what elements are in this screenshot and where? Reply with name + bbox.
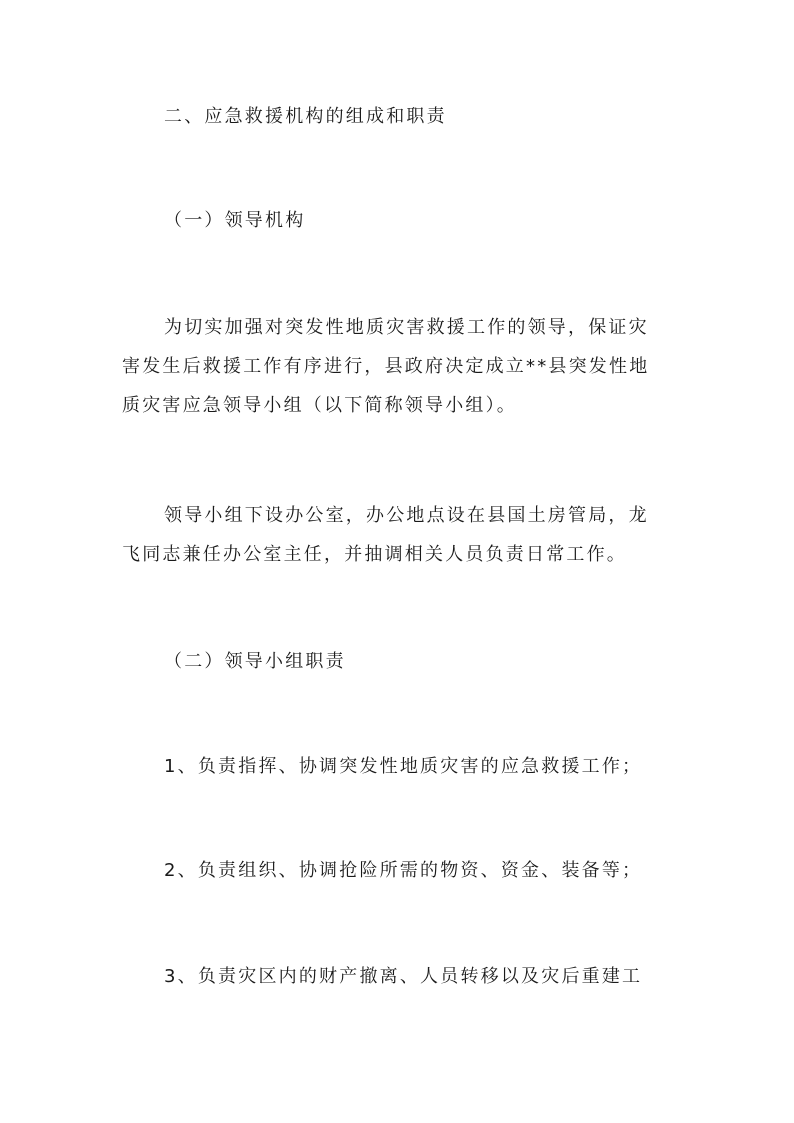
paragraph-1-line-2: 害发生后救援工作有序进行，县政府决定成立**县突发性地: [122, 356, 650, 377]
paragraph-1-line-1: 为切实加强对突发性地质灾害救援工作的领导，保证灾: [164, 317, 649, 338]
paragraph-2-line-2: 飞同志兼任办公室主任，并抽调相关人员负责日常工作。: [122, 544, 627, 565]
duty-item-3: 3、负责灾区内的财产撤离、人员转移以及灾后重建工: [164, 966, 643, 987]
paragraph-1-line-3: 质灾害应急领导小组（以下简称领导小组）。: [122, 395, 517, 416]
duty-item-1: 1、负责指挥、协调突发性地质灾害的应急救援工作；: [164, 756, 643, 777]
subsection-heading-duties: （二）领导小组职责: [164, 651, 346, 672]
section-heading: 二、应急救援机构的组成和职责: [164, 106, 447, 127]
subsection-heading-leadership: （一）领导机构: [164, 210, 306, 231]
paragraph-2-line-1: 领导小组下设办公室，办公地点设在县国土房管局，龙: [164, 505, 649, 526]
duty-item-2: 2、负责组织、协调抢险所需的物资、资金、装备等；: [164, 860, 643, 881]
